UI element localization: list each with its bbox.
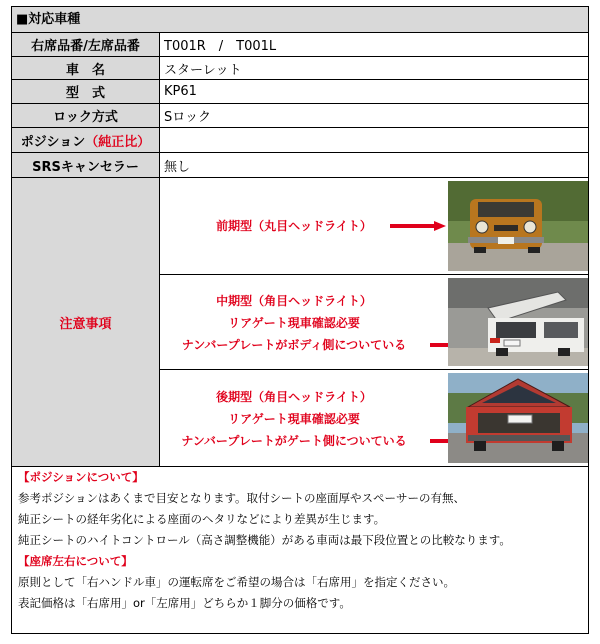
model-label: 型 式 [12,80,160,103]
late-model-cell [160,370,588,467]
lock-type-label: ロック方式 [12,104,160,127]
part-number-value: T001R / T001L [164,39,277,54]
car-name-label: 車 名 [12,57,160,79]
row-lock-type [12,104,588,128]
middle-model-caption-3: ナンバープレートがボディ側についている [181,338,407,352]
car-name-value: スターレット [164,62,242,78]
position-label [12,128,160,152]
middle-model-caption-2: リアゲート現車確認必要 [228,316,360,330]
position-note-line: 純正シートの経年劣化による座面のヘタリなどにより差異が生じます。 [18,512,386,526]
middle-car-photo [448,278,588,366]
early-car-photo [448,181,588,271]
position-note-line: 純正シートのハイトコントロール（高さ調整機能）がある車両は最下段位置との比較なります。 [18,533,511,547]
arrow-icon [390,221,446,231]
seat-side-heading: 【座席左右について】 [18,554,133,568]
position-value [160,128,588,152]
seat-side-note-line: 表記価格は「右席用」or「左席用」どちらか１脚分の価格です。 [18,596,351,610]
position-label-note: （純正比） [85,134,151,150]
row-notes [12,178,588,467]
row-part-number [12,33,588,57]
early-model-caption: 前期型（丸目ヘッドライト） [216,219,372,233]
middle-model-cell [160,275,588,370]
late-model-caption-3: ナンバープレートがゲート側についている [181,434,407,448]
section-title: ■対応車種 [12,7,588,33]
footer-notes [12,467,588,614]
row-model [12,80,588,104]
position-note-line: 参考ポジションはあくまで目安となります。取付シートの座面厚やスペーサーの有無、 [18,491,466,505]
late-model-caption-2: リアゲート現車確認必要 [228,412,360,426]
srs-label: SRSキャンセラー [12,153,160,177]
row-position [12,128,588,153]
seat-side-note-line: 原則として「右ハンドル車」の運転席をご希望の場合は「右席用」を指定ください。 [18,575,455,589]
row-car-name [12,57,588,80]
part-number-label: 右席品番/左席品番 [12,33,160,56]
position-notes-heading: 【ポジションについて】 [18,470,144,484]
model-value: KP61 [164,84,197,99]
row-srs [12,153,588,178]
middle-model-caption-1: 中期型（角目ヘッドライト） [216,294,372,308]
late-car-photo [448,373,588,463]
notes-label: 注意事項 [12,178,160,466]
lock-type-value: Sロック [164,110,211,125]
early-model-cell [160,178,588,275]
position-label-text: ポジション [20,134,86,150]
srs-value: 無し [164,159,191,175]
late-model-caption-1: 後期型（角目ヘッドライト） [216,390,372,404]
spec-sheet [11,6,589,634]
